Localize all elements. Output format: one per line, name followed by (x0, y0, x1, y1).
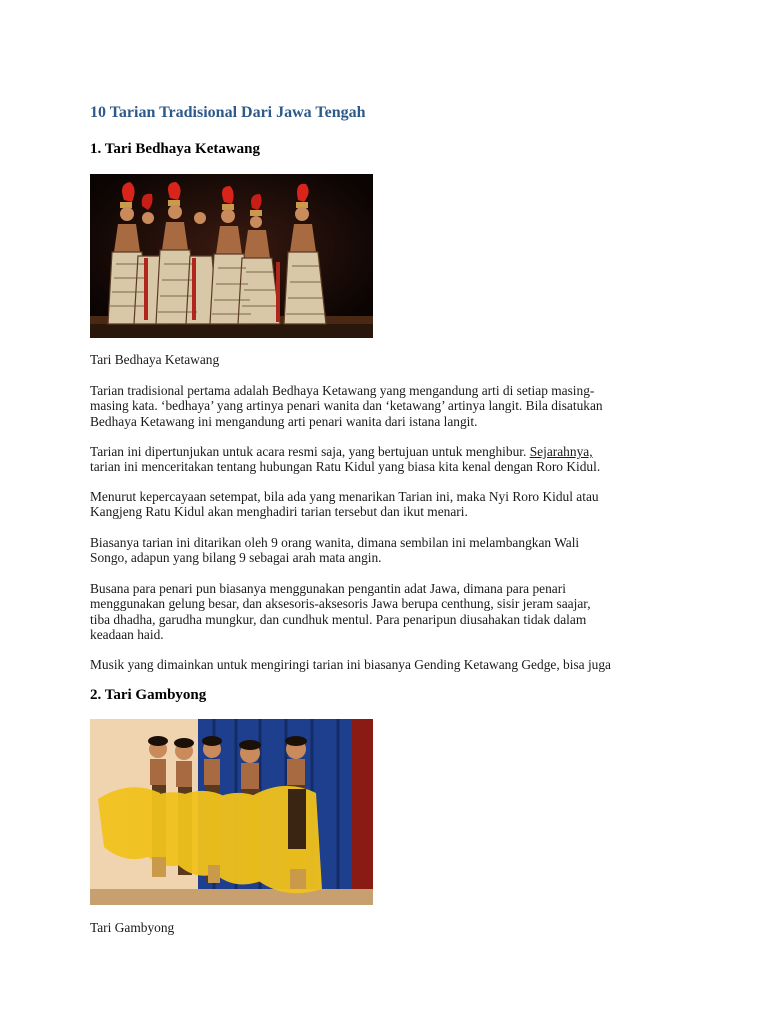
paragraph-4 (90, 535, 686, 566)
paragraph-line: Busana para penari pun biasanya menggunakan pengantin adat Jawa, dimana para penari (90, 581, 566, 596)
paragraph-line: Songo, adapun yang bilang 9 sebagai arah mata angin. (90, 550, 382, 566)
paragraph-line: Tarian tradisional pertama adalah Bedhaya Ketawang yang mengandung arti di setiap masing- (90, 383, 595, 398)
paragraph-line: menggunakan gelung besar, dan aksesoris-aksesoris Jawa berupa centhung, sisir jeram saajar, (90, 596, 591, 612)
paragraph-line: Biasanya tarian ini ditarikan oleh 9 orang wanita, dimana sembilan ini melambangkan Wali (90, 535, 580, 550)
underlined-word: Sejarahnya, (529, 444, 593, 459)
paragraph-3 (90, 489, 686, 520)
photo-caption-2: Tari Gambyong (90, 920, 175, 935)
paragraph-line: Menurut kepercayaan setempat, bila ada yang menarikan Tarian ini, maka Nyi Roro Kidul atau (90, 489, 599, 504)
paragraph-line: Musik yang dimainkan untuk mengiringi tarian ini biasanya Gending Ketawang Gedge, bisa juga (90, 657, 611, 672)
dancers-photo-illustration (90, 174, 373, 338)
document-title: 10 Tarian Tradisional Dari Jawa Tengah (90, 104, 366, 121)
paragraph-line: Bedhaya Ketawang ini mengandung arti penari wanita dari istana langit. (90, 413, 478, 429)
paragraph-2 (90, 444, 686, 475)
photo-tari-gambyong (90, 719, 373, 905)
paragraph-line: Kangjeng Ratu Kidul akan menghadiri tarian tersebut dan ikut menari. (90, 504, 468, 520)
paragraph-line: masing kata. ‘bedhaya’ yang artinya penari wanita dan ‘ketawang’ artinya langit. Bila disatukan (90, 398, 603, 414)
section-heading-1: 1. Tari Bedhaya Ketawang (90, 141, 261, 157)
paragraph-line: keadaan haid. (90, 627, 164, 643)
paragraph-line: tarian ini menceritakan tentang hubungan Ratu Kidul yang biasa kita kenal dengan Roro Kidul. (90, 459, 601, 475)
paragraph-line: tiba dhadha, garudha mungkur, dan cundhuk mentul. Para penaripun diusahakan tidak dalam (90, 611, 587, 627)
photo-caption-1: Tari Bedhaya Ketawang (90, 352, 220, 367)
paragraph-5 (90, 581, 686, 643)
photo-tari-bedhaya-ketawang (90, 174, 373, 338)
paragraph-text: Tarian ini dipertunjukan untuk acara resmi saja, yang bertujuan untuk menghibur. (90, 444, 530, 459)
dancers-photo-illustration (90, 719, 373, 905)
paragraph-1 (90, 383, 686, 429)
paragraph-line (90, 444, 686, 459)
paragraph-6 (90, 657, 686, 672)
section-heading-2: 2. Tari Gambyong (90, 687, 207, 703)
